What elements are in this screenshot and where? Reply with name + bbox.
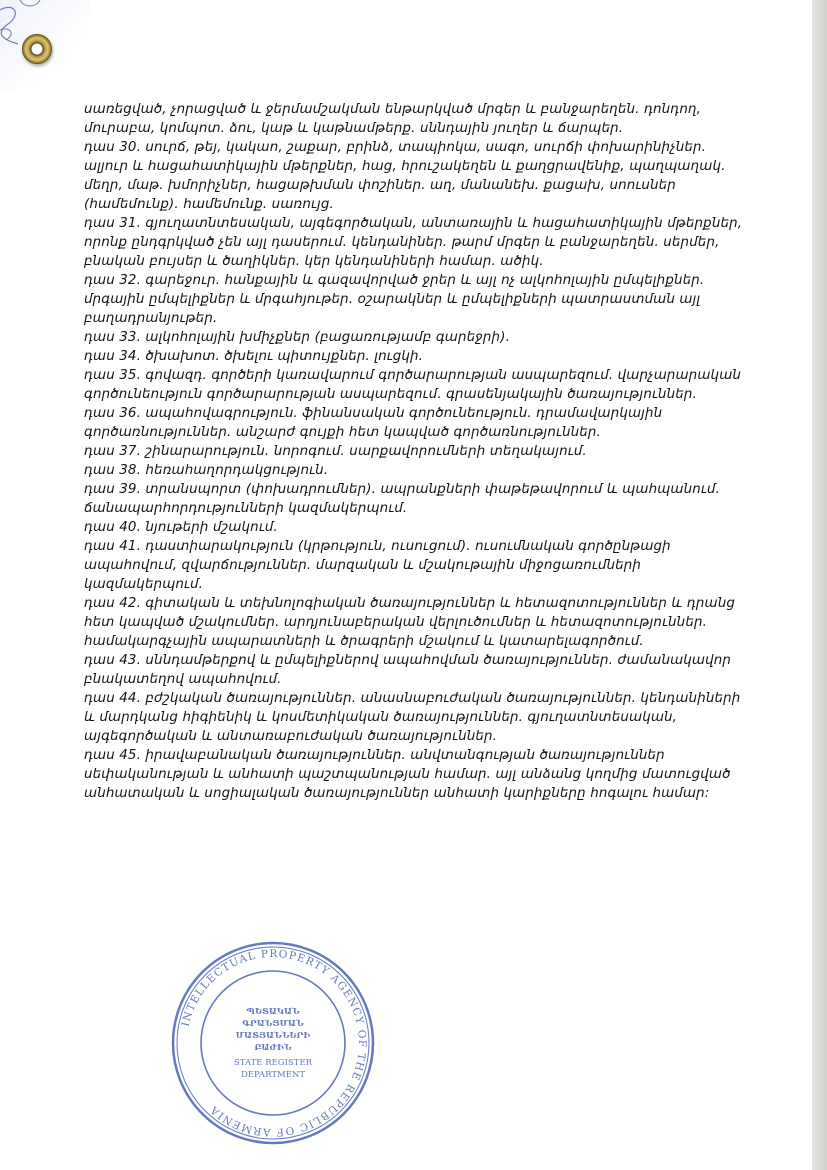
class-37-paragraph: դաս 37. շինարարություն. նորոգում. սարքավորումների տեղակայում.: [84, 444, 587, 459]
class-44-paragraph: դաս 44. բժշկական ծառայություններ. անասնաբուժական ծառայություններ. կենդանիների և մարդկանց հիգիենիկ և կոսմետիկական ծառայություններ. գյուղատնտեսական, այգեգործական և անտառաբուժական ծառայություններ.: [84, 691, 741, 744]
class-40-paragraph: դաս 40. նյութերի մշակում.: [84, 520, 278, 535]
class-34-paragraph: դաս 34. ծխախոտ. ծխելու պիտույքներ. լուցկի.: [84, 349, 424, 364]
class-41-paragraph: դաս 41. դաստիարակություն (կրթություն, ուսուցում). ուսումնական գործընթացի ապահովում, զվարճություններ. մարզական և մշակութային միջոցառումների կազմակերպում.: [84, 539, 671, 592]
document-text: [84, 100, 752, 803]
stamp-armenian-top: ՊԵՏԱԿԱՆ: [246, 1007, 300, 1017]
stamp-armenian-mid2: ՄԱՏՅԱՆՆԵՐԻ: [235, 1031, 311, 1041]
class-43-paragraph: դաս 43. սննդամթերքով և ըմպելիքներով ապահովման ծառայություններ. ժամանակավոր բնակատեղով ապահովում.: [84, 653, 732, 687]
class-38-paragraph: դաս 38. հեռահաղորդակցություն.: [84, 463, 329, 478]
stamp-armenian-mid1: ԳՐԱՆՑՄԱՆ: [242, 1019, 304, 1029]
class-42-paragraph: դաս 42. գիտական և տեխնոլոգիական ծառայություններ և հետազոտություններ և դրանց հետ կապված մշակումներ. արդյունաբերական վերլուծումներ և հետազոտություններ. համակարգչային ապարատների և ծրագրերի մշակում և կատարելագործում.: [84, 596, 735, 649]
class-31-paragraph: դաս 31. գյուղատնտեսական, այգեգործական, անտառային և հացահատիկային մթերքներ, որոնք ընդգրկված չեն այլ դասերում. կենդանիներ. թարմ մրգեր և բանջարեղեն. սերմեր, բնական բույսեր և ծաղիկներ. կեր կենդանիների համար. ածիկ.: [84, 216, 743, 269]
class-32-paragraph: դաս 32. գարեջուր. հանքային և գազավորված ջրեր և այլ ոչ ալկոհոլային ըմպելիքներ. մրգային ըմպելիքներ և մրգահյութեր. օշարակներ և ըմպելիքների պատրաստման այլ բաղադրանյութեր.: [84, 273, 705, 326]
official-stamp: [168, 938, 378, 1148]
page-edge-shadow: [812, 0, 827, 1170]
stamp-english-1: STATE REGISTER: [233, 1058, 313, 1068]
class-45-paragraph: դաս 45. իրավաբանական ծառայություններ. անվտանգության ծառայություններ սեփականության և անհատի պաշտպանության համար. այլ անձանց կողմից մատուցված անհատական և սոցիալական ծառայություններ անհատի կարիքները հոգալու համար:: [84, 748, 731, 801]
class-39-paragraph: դաս 39. տրանսպորտ (փոխադրումներ). ապրանքների փաթեթավորում և պահպանում. ճանապարհորդությունների կազմակերպում.: [84, 482, 720, 516]
stamp-outer-text: INTELLECTUAL PROPERTY AGENCY OF THE REPUBLIC OF ARMENIA: [179, 947, 369, 1139]
binding-grommet-icon: [22, 34, 52, 64]
class-33-paragraph: դաս 33. ալկոհոլային խմիչքներ (բացառությամբ գարեջրի).: [84, 330, 510, 345]
class-30-paragraph: դաս 30. սուրճ, թեյ, կակաո, շաքար, բրինձ, տապիոկա, սագո, սուրճի փոխարինիչներ. ալյուր և հացահատիկային մթերքներ, հաց, հրուշակեղեն և քաղցրավենիք, պաղպաղակ. մեղր, մաթ. խմորիչներ, հացաթխման փոշիներ. աղ, մանանեխ. քացախ, սոուսներ (համեմունք). համեմունք. սառույց.: [84, 140, 726, 212]
stamp-english-2: DEPARTMENT: [240, 1070, 306, 1080]
text-paragraph: սառեցված, չորացված և ջերմամշակման ենթարկված մրգեր և բանջարեղեն. դոնդող, մուրաբա, կոմպոտ. ձու, կաթ և կաթնամթերք. սննդային յուղեր և ճարպեր.: [84, 102, 702, 136]
class-35-paragraph: դաս 35. գովազդ. գործերի կառավարում գործարարության ասպարեզում. վարչարարական գործունեություն գործարարության ասպարեզում. գրասենյակային ծառայություններ.: [84, 368, 742, 402]
class-36-paragraph: դաս 36. ապահովագրություն. ֆինանսական գործունեություն. դրամավարկային գործառնություններ. անշարժ գույքի հետ կապված գործառնություններ.: [84, 406, 663, 440]
stamp-armenian-mid3: ԲԱԺԻՆ: [254, 1043, 292, 1053]
